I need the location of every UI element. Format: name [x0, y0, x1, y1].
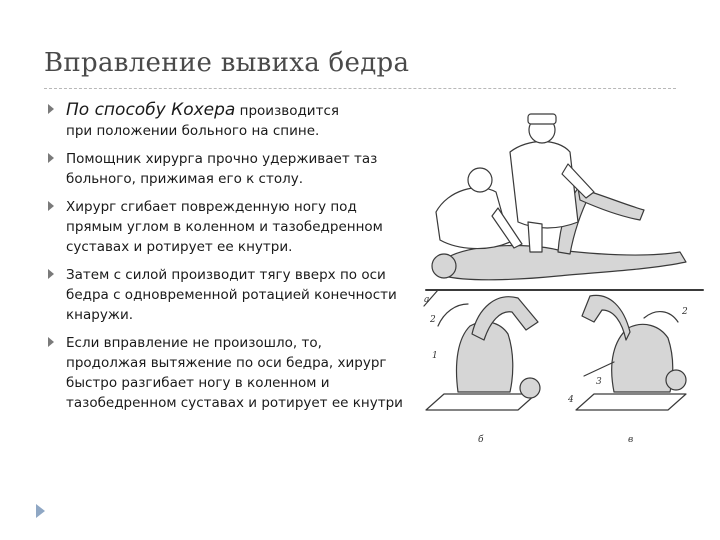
bullet-lead: По способу Кохера [66, 100, 236, 120]
slide-title: Вправление вывиха бедра [44, 48, 410, 78]
bullet-continuation: при положении больного на спине. [66, 123, 320, 139]
patient-b-head [520, 378, 540, 398]
bullet-item [44, 333, 404, 413]
arrow-c-line [584, 362, 614, 376]
bullet-text: Затем с силой производит тягу вверх по оси бедра с одновременной ротацией конечности кнаружи. [66, 267, 397, 323]
label-b: б [478, 435, 484, 445]
bullet-arrow-icon [48, 201, 54, 211]
patient-c-head [666, 370, 686, 390]
label-a: а [424, 295, 430, 305]
bullet-item [44, 197, 404, 257]
bullet-lead-rest: производится [235, 103, 339, 119]
table-b [426, 394, 536, 410]
assistant-head [468, 168, 492, 192]
bullet-text: Хирург сгибает поврежденную ногу под прямым углом в коленном и тазобедренном суставах и ротирует ее кнутри. [66, 199, 383, 255]
kocher-reduction-illustration [418, 112, 708, 457]
patient-head [432, 254, 456, 278]
label-c-2: 2 [682, 307, 688, 317]
title-divider [44, 88, 676, 89]
bullet-item [44, 265, 404, 325]
next-slide-triangle-icon[interactable] [36, 504, 45, 518]
bullet-text: Если вправление не произошло, то, продолжая вытяжение по оси бедра, хирург быстро разгибает ногу в коленном и тазобедренном суставах и ротирует ее кнутри [66, 335, 403, 411]
surgeon-body [510, 142, 578, 229]
bullet-arrow-icon [48, 269, 54, 279]
bullet-arrow-icon [48, 337, 54, 347]
table-c [576, 394, 686, 410]
bullet-arrow-icon [48, 153, 54, 163]
surgeon-leg [528, 222, 542, 252]
label-v: в [628, 435, 634, 445]
bullet-text: Помощник хирурга прочно удерживает таз больного, прижимая его к столу. [66, 151, 378, 187]
label-1: 1 [432, 351, 438, 361]
bullet-item [44, 149, 404, 189]
bullet-list [44, 100, 404, 421]
arrow-b-path [438, 304, 468, 326]
surgeon-cap [528, 114, 556, 124]
label-c-3: 3 [596, 377, 602, 387]
patient-c-torso [612, 324, 673, 392]
bullet-arrow-icon [48, 104, 54, 114]
illustration-svg [418, 112, 708, 457]
label-2: 2 [430, 315, 436, 325]
label-c-4: 4 [568, 395, 574, 405]
arrow-c-path [644, 312, 678, 322]
bullet-item [44, 100, 404, 141]
